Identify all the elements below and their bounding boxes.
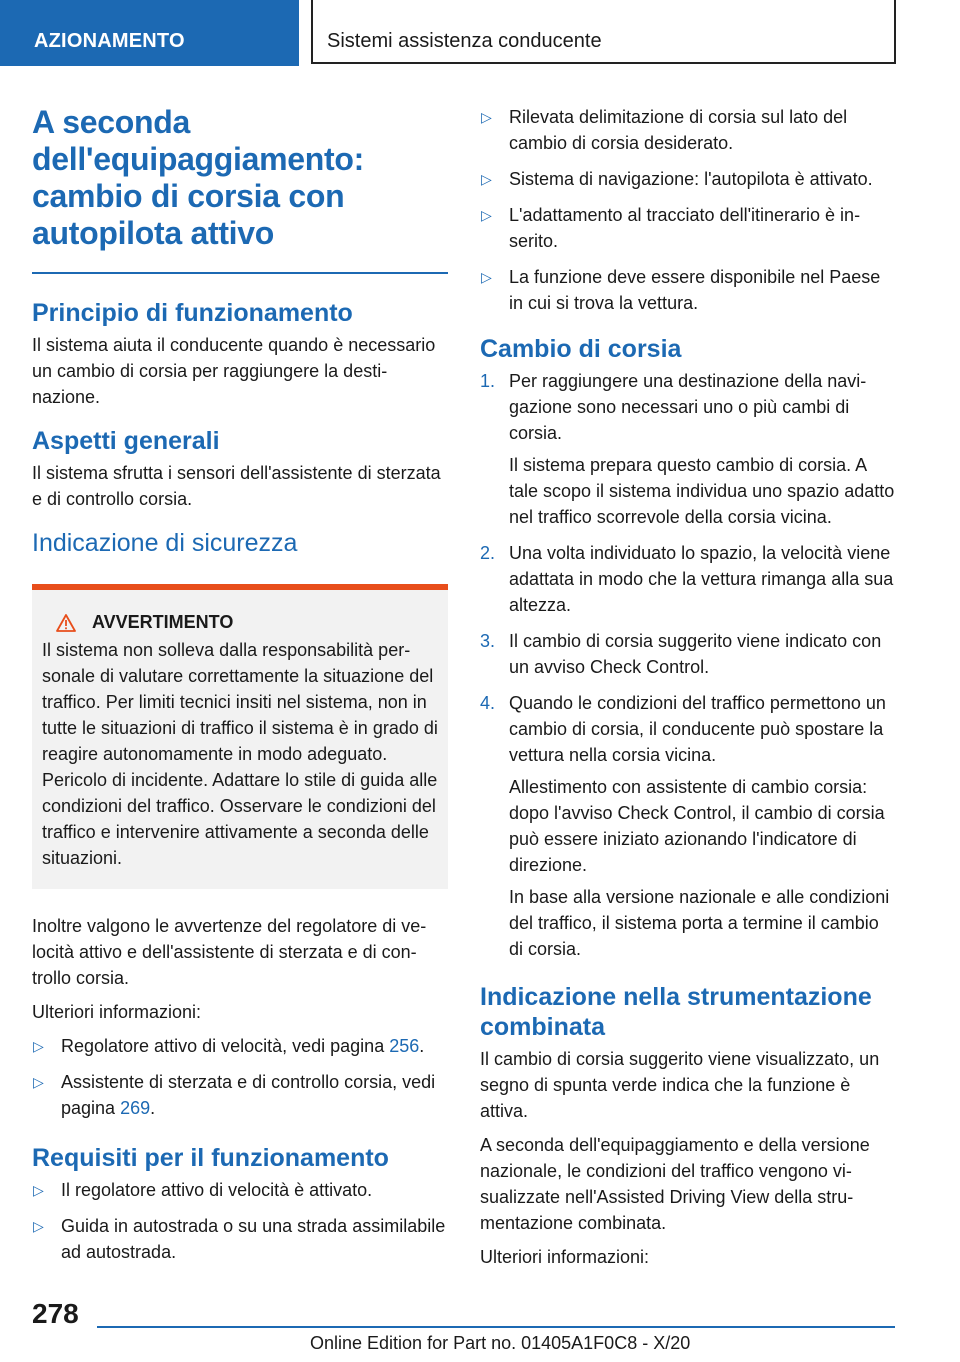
paragraph-general: Il sistema sfrutta i sensori dell'assistente di sterzata e di controllo corsia. (32, 463, 441, 509)
step-number: 4. (480, 693, 496, 713)
list-item: 3. Il cambio di corsia suggerito viene indicato con un avviso Check Control. (480, 628, 896, 680)
warning-title: AVVERTIMENTO (92, 612, 234, 632)
heading-display: Indicazione nella strumentazione combinata (480, 983, 872, 1041)
triangle-right-outline-icon: ▷ (481, 171, 492, 187)
reference-list (32, 1033, 448, 1121)
list-item: ▷ Guida in autostrada o su una strada assimilabile ad autostrada. (32, 1213, 448, 1265)
triangle-right-outline-icon: ▷ (33, 1038, 44, 1054)
footer-divider (97, 1326, 895, 1328)
warning-header (42, 612, 438, 633)
triangle-right-outline-icon: ▷ (33, 1074, 44, 1090)
paragraph-principle: Il sistema aiuta il conducente quando è necessario un cambio di corsia per raggiungere la destinazione. (32, 335, 436, 407)
triangle-right-outline-icon: ▷ (33, 1182, 44, 1198)
page-title: A seconda dell'equipaggiamento: cambio di corsia con autopilota attivo (32, 104, 364, 251)
triangle-right-outline-icon: ▷ (33, 1218, 44, 1234)
title-divider (32, 272, 448, 274)
list-item: 4. Quando le condizioni del traffico permettono un cambio di corsia, il conducente può spostare la vettura nella corsia vicina. Allestimento con assistente di cambio corsia: dopo l'avviso Check Control, il cambio di corsia può essere iniziato azionando l'indicatore di direzione. In base alla versione nazionale e alle condizioni del traffico, il sistema porta a termine il cambio di corsia. (480, 690, 896, 962)
page-link-256[interactable]: 256 (389, 1036, 420, 1056)
step-number: 1. (480, 371, 496, 391)
heading-lane-change: Cambio di corsia (480, 335, 682, 363)
warning-text: Il sistema non solleva dalla responsabilità personale di valutare correttamente la situazione del traffico. Per limiti tecnici insiti nel sistema, non in tutte le situazioni di traffico il sistema è in grado di reagire autonomamente in modo adeguato. Pericolo di incidente. Adattare lo stile di guida alle condizioni del traffico. Osservare le condizioni del traffico e intervenire attivamente a seconda delle situazioni. (42, 640, 438, 868)
triangle-right-outline-icon: ▷ (481, 109, 492, 125)
page-number: 278 (32, 1298, 79, 1329)
warning-box (32, 584, 448, 889)
paragraph-display-1: Il cambio di corsia suggerito viene visualizzato, un segno di spunta verde indica che la funzione è attiva. (480, 1049, 880, 1121)
chapter-tab: Sistemi assistenza conducente (311, 0, 896, 64)
step-number: 3. (480, 631, 496, 651)
page-header (0, 0, 960, 66)
left-column (32, 104, 448, 1279)
heading-requirements: Requisiti per il funzionamento (32, 1144, 389, 1172)
section-tab: AZIONAMENTO (0, 0, 299, 66)
list-item: 1. Per raggiungere una destinazione della navigazione sono necessari uno o più cambi di corsia. Il sistema prepara questo cambio di corsia. A tale scopo il sistema individua uno spazio adatto nel traffico scorrevole della corsia vicina. (480, 368, 896, 530)
paragraph-more-info: Ulteriori informazioni: (480, 1247, 650, 1267)
list-item: ▷ Assistente di sterzata e di controllo corsia, vedi pagina 269. (32, 1069, 448, 1121)
warning-triangle-icon (56, 614, 76, 632)
requirements-list (32, 1177, 448, 1265)
heading-principle: Principio di funzionamento (32, 299, 353, 327)
requirements-list-continued (480, 104, 896, 316)
list-item: ▷ Regolatore attivo di velocità, vedi pagina 256. (32, 1033, 448, 1059)
footer-edition: Online Edition for Part no. 01405A1F0C8 - X/20 (310, 1333, 691, 1353)
steps-list (480, 368, 896, 962)
list-item: 2. Una volta individuato lo spazio, la velocità viene adattata in modo che la vettura rimanga alla sua altezza. (480, 540, 896, 618)
triangle-right-outline-icon: ▷ (481, 207, 492, 223)
right-column (480, 104, 896, 1270)
paragraph-display-2: A seconda dell'equipaggiamento e della versione nazionale, le condizioni del traffico vengono visualizzate nell'Assisted Driving View della strumentazione combinata. (480, 1135, 870, 1233)
list-item: ▷ Rilevata delimitazione di corsia sul lato del cambio di corsia desiderato. (480, 104, 896, 156)
heading-safety: Indicazione di sicurezza (32, 529, 298, 557)
list-item: ▷ La funzione deve essere disponibile nel Paese in cui si trova la vettura. (480, 264, 896, 316)
list-item: ▷ Sistema di navigazione: l'autopilota è attivato. (480, 166, 896, 192)
page-link-269[interactable]: 269 (120, 1098, 151, 1118)
paragraph-more-info: Ulteriori informazioni: (32, 1002, 202, 1022)
step-number: 2. (480, 543, 496, 563)
list-item: ▷ Il regolatore attivo di velocità è attivato. (32, 1177, 448, 1203)
list-item: ▷ L'adattamento al tracciato dell'itinerario è inserito. (480, 202, 896, 254)
heading-general: Aspetti generali (32, 427, 220, 455)
triangle-right-outline-icon: ▷ (481, 269, 492, 285)
paragraph-also: Inoltre valgono le avvertenze del regolatore di velocità attivo e dell'assistente di sterzata e di controllo corsia. (32, 916, 427, 988)
